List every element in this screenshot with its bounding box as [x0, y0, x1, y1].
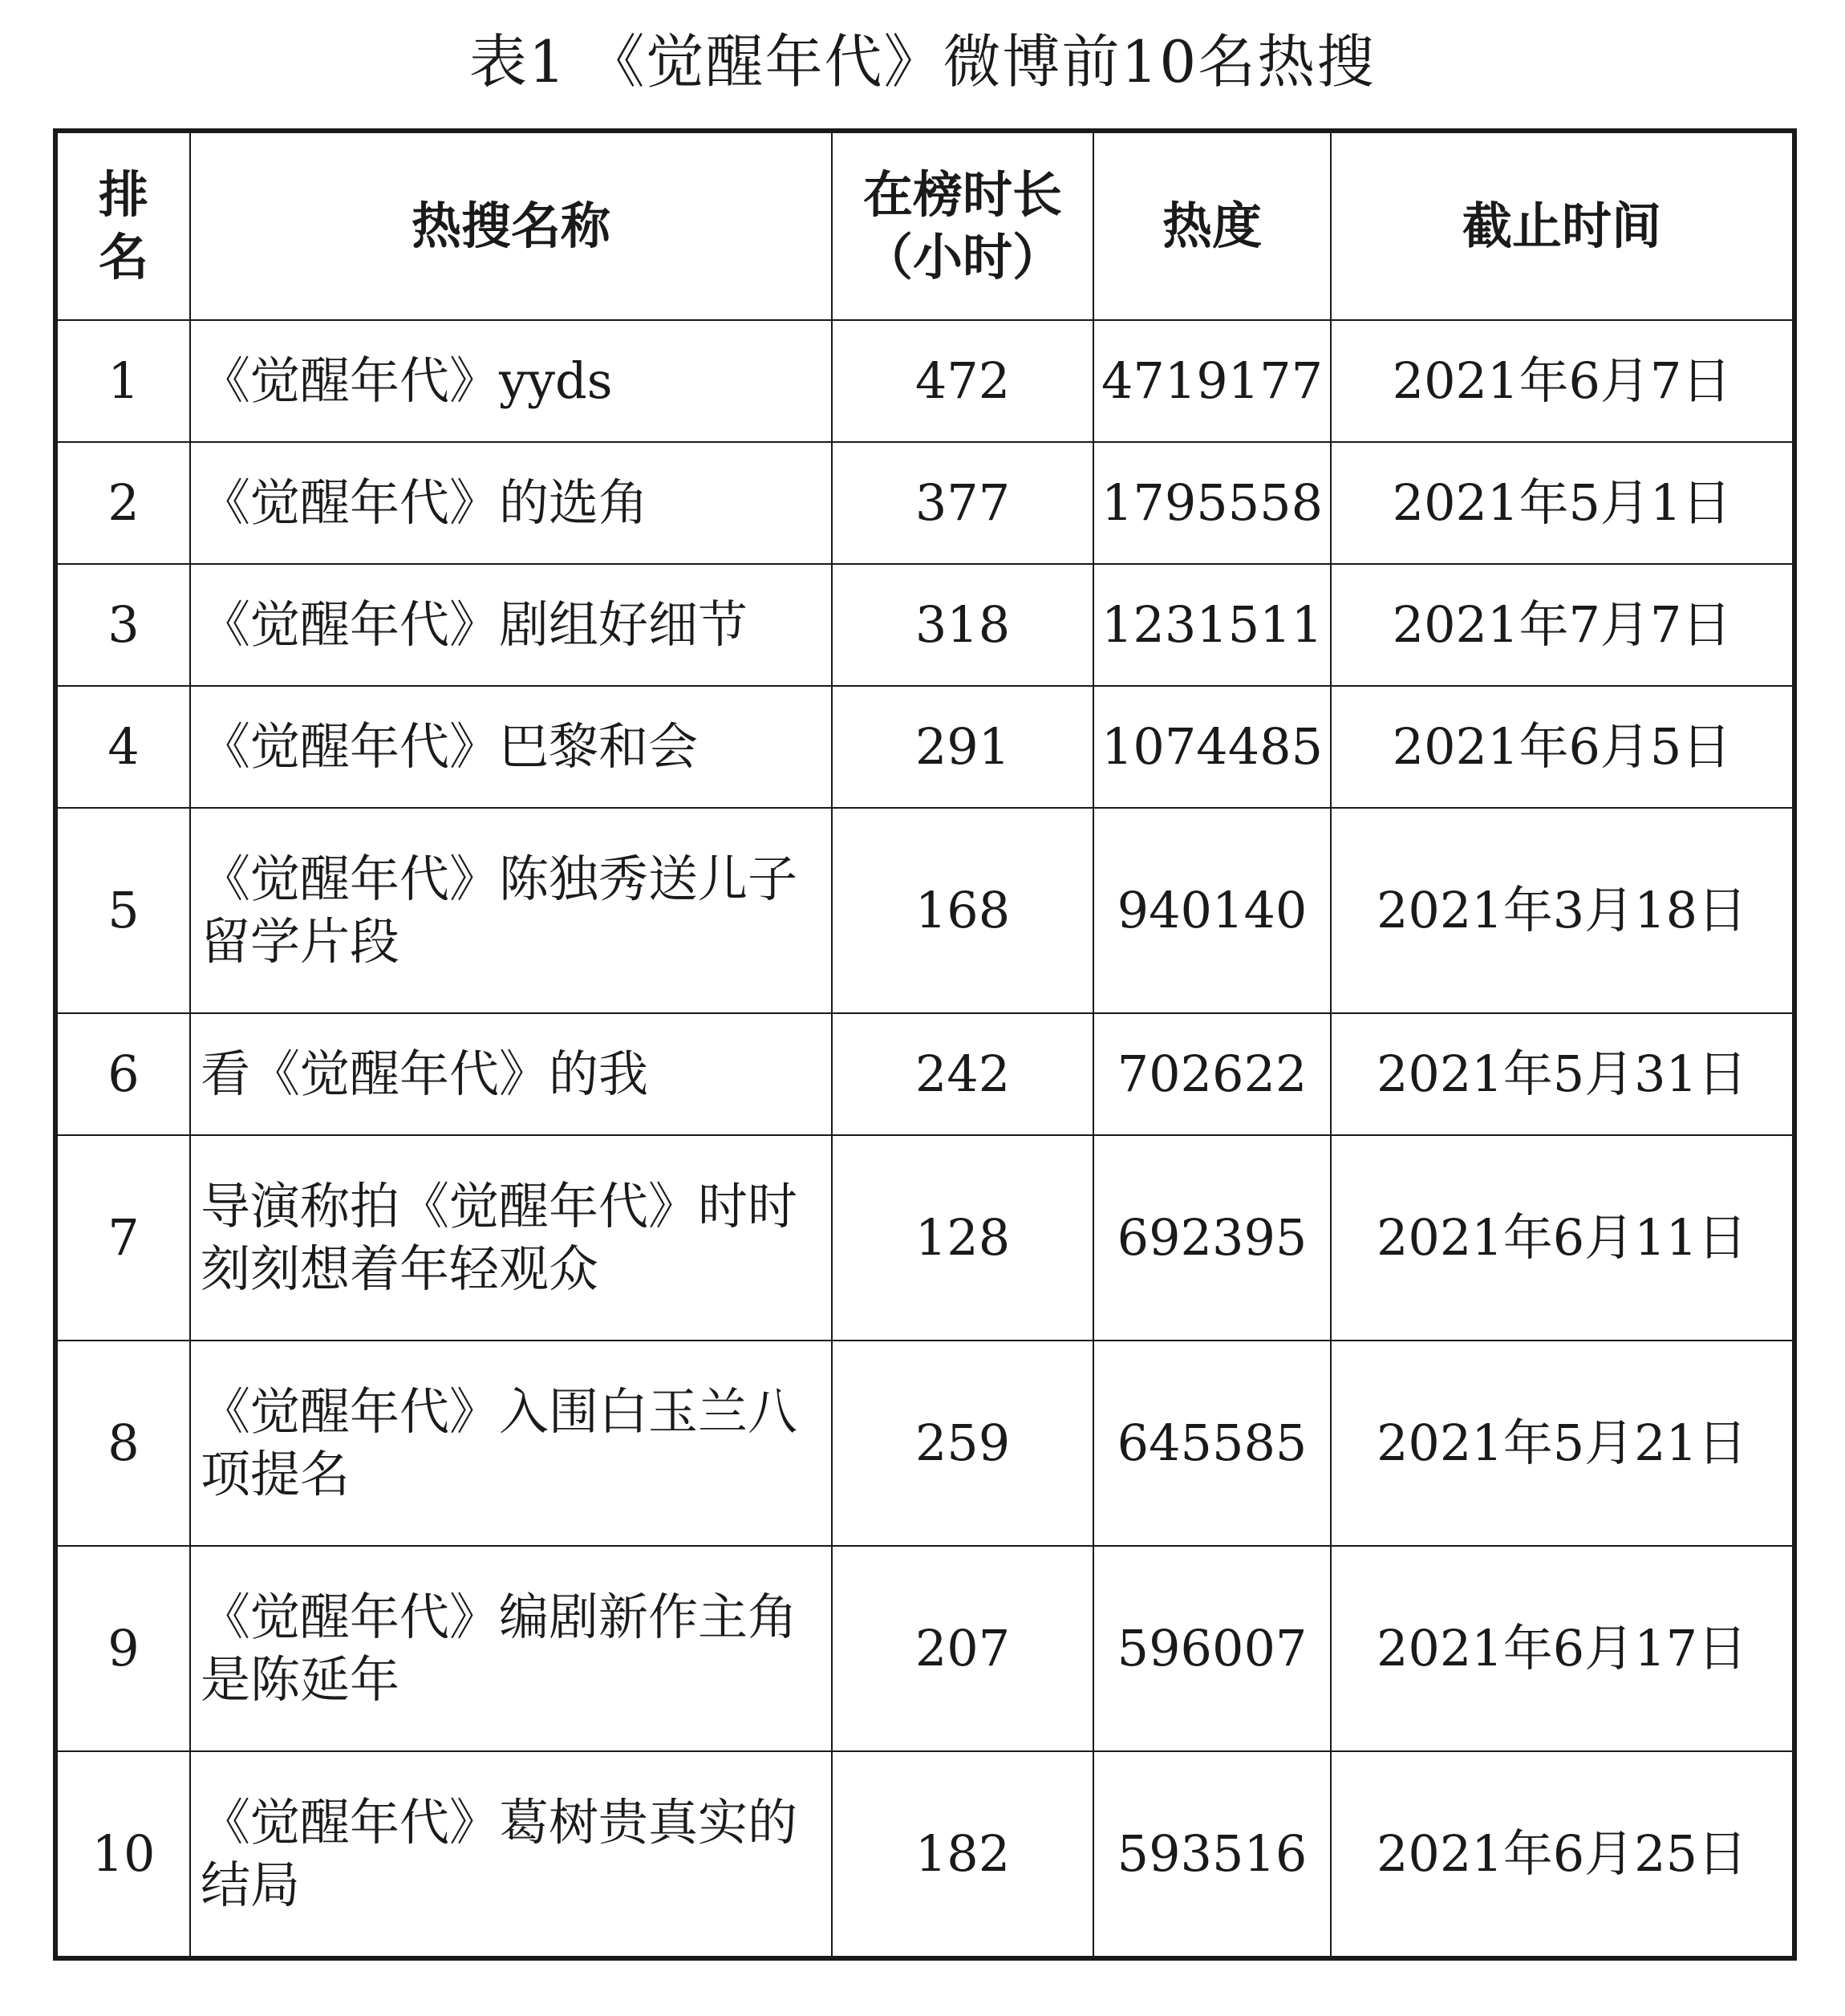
header-name: 热搜名称 [190, 131, 832, 320]
cell-duration: 472 [832, 320, 1093, 442]
cell-name: 《觉醒年代》剧组好细节 [190, 564, 832, 686]
cell-deadline: 2021年5月31日 [1331, 1013, 1794, 1135]
cell-rank: 1 [55, 320, 190, 442]
cell-deadline: 2021年6月5日 [1331, 686, 1794, 808]
cell-rank: 7 [55, 1135, 190, 1341]
cell-heat: 1074485 [1093, 686, 1331, 808]
cell-duration: 207 [832, 1546, 1093, 1751]
cell-duration: 377 [832, 442, 1093, 564]
cell-heat: 1231511 [1093, 564, 1331, 686]
header-deadline: 截止时间 [1331, 131, 1794, 320]
cell-name: 看《觉醒年代》的我 [190, 1013, 832, 1135]
table-row [55, 808, 1794, 1013]
cell-rank: 5 [55, 808, 190, 1013]
table-row [55, 1341, 1794, 1546]
cell-rank: 10 [55, 1751, 190, 1958]
table-row [55, 564, 1794, 686]
cell-heat: 593516 [1093, 1751, 1331, 1958]
cell-rank: 2 [55, 442, 190, 564]
hot-search-table [53, 128, 1797, 1961]
cell-name: 《觉醒年代》葛树贵真实的结局 [190, 1751, 832, 1958]
table-title: 表1 《觉醒年代》微博前10名热搜 [468, 28, 1377, 95]
cell-heat: 596007 [1093, 1546, 1331, 1751]
cell-duration: 259 [832, 1341, 1093, 1546]
cell-name: 《觉醒年代》yyds [190, 320, 832, 442]
header-duration: 在榜时长（小时） [832, 131, 1093, 320]
table-row [55, 320, 1794, 442]
cell-name: 导演称拍《觉醒年代》时时刻刻想着年轻观众 [190, 1135, 832, 1341]
header-rank: 排名 [55, 131, 190, 320]
cell-deadline: 2021年6月17日 [1331, 1546, 1794, 1751]
cell-duration: 242 [832, 1013, 1093, 1135]
cell-heat: 692395 [1093, 1135, 1331, 1341]
cell-rank: 8 [55, 1341, 190, 1546]
cell-name: 《觉醒年代》编剧新作主角是陈延年 [190, 1546, 832, 1751]
cell-name: 《觉醒年代》陈独秀送儿子留学片段 [190, 808, 832, 1013]
table-row [55, 1751, 1794, 1958]
cell-deadline: 2021年7月7日 [1331, 564, 1794, 686]
table-row [55, 442, 1794, 564]
cell-duration: 182 [832, 1751, 1093, 1958]
cell-deadline: 2021年6月7日 [1331, 320, 1794, 442]
cell-heat: 4719177 [1093, 320, 1331, 442]
cell-rank: 6 [55, 1013, 190, 1135]
cell-name: 《觉醒年代》的选角 [190, 442, 832, 564]
cell-duration: 128 [832, 1135, 1093, 1341]
cell-deadline: 2021年5月21日 [1331, 1341, 1794, 1546]
cell-name: 《觉醒年代》巴黎和会 [190, 686, 832, 808]
cell-heat: 702622 [1093, 1013, 1331, 1135]
cell-deadline: 2021年6月25日 [1331, 1751, 1794, 1958]
cell-deadline: 2021年6月11日 [1331, 1135, 1794, 1341]
cell-heat: 1795558 [1093, 442, 1331, 564]
table-row [55, 1013, 1794, 1135]
cell-rank: 9 [55, 1546, 190, 1751]
cell-heat: 940140 [1093, 808, 1331, 1013]
cell-deadline: 2021年5月1日 [1331, 442, 1794, 564]
table-row [55, 686, 1794, 808]
cell-rank: 3 [55, 564, 190, 686]
cell-duration: 318 [832, 564, 1093, 686]
cell-duration: 168 [832, 808, 1093, 1013]
cell-rank: 4 [55, 686, 190, 808]
table-row [55, 1135, 1794, 1341]
header-row [55, 131, 1794, 320]
header-heat: 热度 [1093, 131, 1331, 320]
cell-heat: 645585 [1093, 1341, 1331, 1546]
table-row [55, 1546, 1794, 1751]
cell-name: 《觉醒年代》入围白玉兰八项提名 [190, 1341, 832, 1546]
cell-deadline: 2021年3月18日 [1331, 808, 1794, 1013]
cell-duration: 291 [832, 686, 1093, 808]
